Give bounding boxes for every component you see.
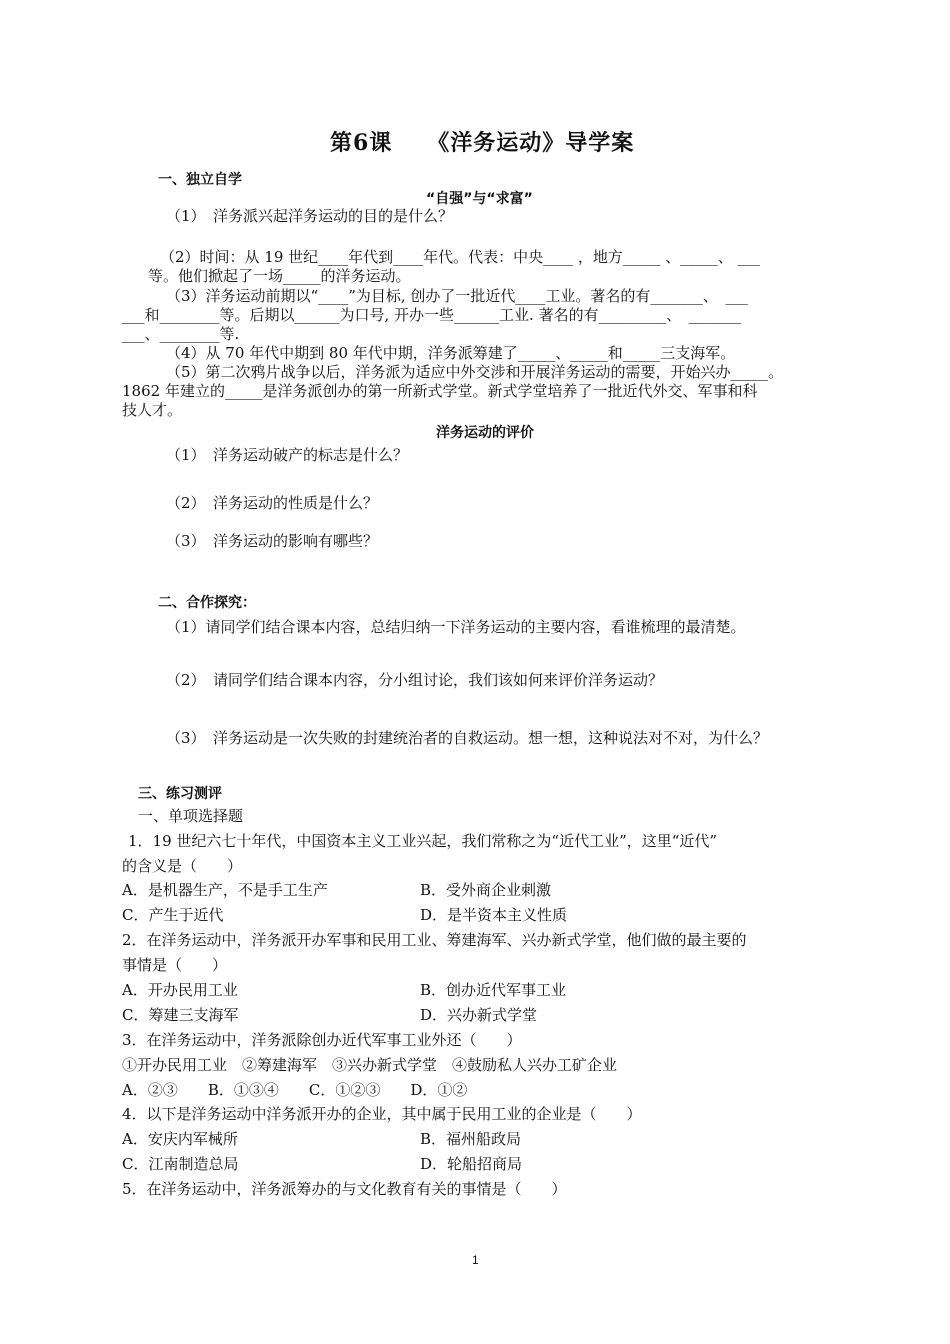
s1-fill-5a: （5）第二次鸦片战争以后，洋务派为适应中外交涉和开展洋务运动的需要，开始兴办_____。: [166, 363, 784, 381]
mcq-4-option-a: A．安庆内军械所: [122, 1130, 238, 1148]
s1-fill-2a: （2）时间：从 19 世纪____年代到____年代。代表：中央____ ，地方_____ 、_____、 ___: [160, 248, 760, 266]
mcq-2-stem-a: 2．在洋务运动中，洋务派开办军事和民用工业、筹建海军、兴办新式学堂，他们做的最主要的: [122, 931, 747, 949]
mcq-1-option-b: B．受外商企业刺激: [420, 881, 552, 899]
s1-fill-2b: 等。他们掀起了一场_____的洋务运动。: [148, 267, 411, 285]
mcq-3-items: ①开办民用工业 ②筹建海军 ③兴办新式学堂 ④鼓励私人兴办工矿企业: [122, 1056, 618, 1074]
s1-eval-2: （2） 洋务运动的性质是什么？: [166, 494, 379, 512]
mcq-1-option-a: A．是机器生产，不是手工生产: [122, 881, 328, 899]
mcq-2-option-b: B．创办近代军事工业: [420, 981, 567, 999]
mcq-4-option-b: B．福州船政局: [420, 1130, 522, 1148]
s3-subheading: 一、单项选择题: [138, 807, 244, 825]
s2-question-3: （3） 洋务运动是一次失败的封建统治者的自救运动。想一想，这种说法对不对，为什么？: [166, 729, 769, 747]
mcq-1-stem-a: 1．19 世纪六七十年代，中国资本主义工业兴起，我们常称之为“近代工业”，这里“近代”: [128, 832, 718, 850]
mcq-2-option-d: D．兴办新式学堂: [420, 1006, 538, 1024]
mcq-3-stem: 3．在洋务运动中，洋务派除创办近代军事工业外还（ ）: [122, 1031, 522, 1049]
page-title: 第6课 《洋务运动》导学案: [330, 130, 635, 156]
s1-eval-1: （1） 洋务运动破产的标志是什么？: [166, 446, 409, 464]
s1-fill-3b: ___和________等。后期以______为口号, 开办一些______工业. 著名的有_________、 _______: [122, 306, 742, 324]
s1-fill-5c: 技人才。: [122, 401, 183, 419]
section-2-heading: 二、合作探究：: [158, 595, 256, 611]
s1-fill-5b: 1862 年建立的_____是洋务派创办的第一所新式学堂。新式学堂培养了一批近代外交、军事和科: [122, 382, 758, 400]
page-number: 1: [472, 1253, 479, 1267]
mcq-3-options: A．②③ B．①③④ C．①②③ D．①②: [122, 1081, 468, 1099]
s1-fill-3a: （3）洋务运动前期以“____”为目标, 创办了一批近代____工业。著名的有_______、 ___: [166, 287, 748, 305]
section-1-heading: 一、独立自学: [158, 172, 242, 188]
subsection-heading-2: 洋务运动的评价: [436, 425, 534, 441]
mcq-4-option-d: D．轮船招商局: [420, 1155, 523, 1173]
section-3-heading: 三、练习测评: [138, 786, 222, 802]
s1-question-1: （1） 洋务派兴起洋务运动的目的是什么？: [166, 207, 454, 225]
mcq-4-option-c: C．江南制造总局: [122, 1155, 239, 1173]
mcq-1-option-d: D．是半资本主义性质: [420, 906, 568, 924]
mcq-2-stem-b: 事情是（ ）: [122, 956, 228, 974]
mcq-1-option-c: C．产生于近代: [122, 906, 224, 924]
s2-question-2: （2） 请同学们结合课本内容，分小组讨论，我们该如何来评价洋务运动？: [166, 671, 664, 689]
s1-eval-3: （3） 洋务运动的影响有哪些？: [166, 532, 379, 550]
mcq-4-stem: 4．以下是洋务运动中洋务派开办的企业，其中属于民用工业的企业是（ ）: [122, 1105, 642, 1123]
subsection-heading-1: “自强”与“求富”: [426, 191, 533, 207]
mcq-2-option-a: A．开办民用工业: [122, 981, 238, 999]
mcq-2-option-c: C．筹建三支海军: [122, 1006, 239, 1024]
mcq-5-stem: 5．在洋务运动中，洋务派筹办的与文化教育有关的事情是（ ）: [122, 1180, 567, 1198]
mcq-1-stem-b: 的含义是（ ）: [122, 857, 243, 875]
s2-question-1: （1）请同学们结合课本内容，总结归纳一下洋务运动的主要内容，看谁梳理的最清楚。: [166, 618, 746, 636]
s1-fill-3c: ___、________等.: [122, 325, 240, 343]
s1-fill-4: （4）从 70 年代中期到 80 年代中期，洋务派筹建了_____、_____和_____三支海军。: [166, 344, 736, 362]
